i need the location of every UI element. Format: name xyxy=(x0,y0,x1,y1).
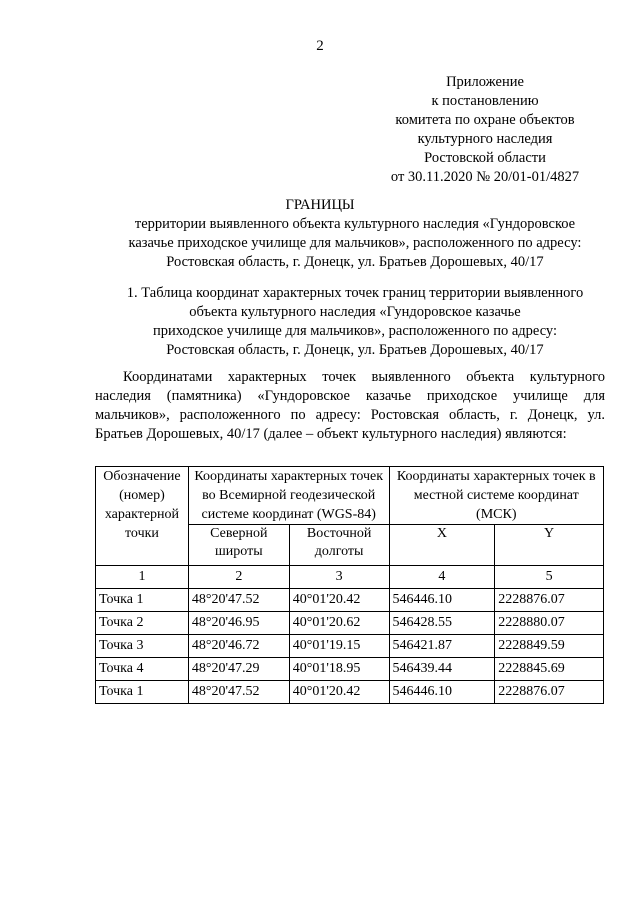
appendix-block xyxy=(360,73,610,187)
point-designation-header: Обозначение (номер) характерной точки xyxy=(96,467,189,566)
point-name-cell: Точка 2 xyxy=(96,612,189,635)
latitude-cell: 48°20'47.52 xyxy=(188,681,289,704)
y-header: Y xyxy=(495,525,604,566)
latitude-cell: 48°20'46.72 xyxy=(188,635,289,658)
latitude-cell: 48°20'47.29 xyxy=(188,658,289,681)
msk-header: Координаты характерных точек в местной системе координат (МСК) xyxy=(389,467,603,525)
x-cell: 546421.87 xyxy=(389,635,495,658)
latitude-cell: 48°20'46.95 xyxy=(188,612,289,635)
x-cell: 546446.10 xyxy=(389,589,495,612)
column-number: 2 xyxy=(188,566,289,589)
table-heading-line: 1. Таблица координат характерных точек границ территории выявленного xyxy=(126,285,584,301)
longitude-cell: 40°01'20.42 xyxy=(289,681,389,704)
column-number: 3 xyxy=(289,566,389,589)
point-name-cell: Точка 3 xyxy=(96,635,189,658)
x-header: X xyxy=(389,525,495,566)
table-row xyxy=(96,589,604,612)
y-cell: 2228876.07 xyxy=(495,589,604,612)
table-heading xyxy=(95,284,615,360)
coordinates-table xyxy=(95,466,604,704)
page-number: 2 xyxy=(316,38,324,54)
appendix-line: Приложение xyxy=(446,74,524,90)
longitude-cell: 40°01'20.42 xyxy=(289,589,389,612)
table-row xyxy=(96,612,604,635)
column-number: 1 xyxy=(96,566,189,589)
table-row xyxy=(96,681,604,704)
column-number-row xyxy=(96,566,604,589)
y-cell: 2228880.07 xyxy=(495,612,604,635)
point-name-cell: Точка 4 xyxy=(96,658,189,681)
x-cell: 546446.10 xyxy=(389,681,495,704)
latitude-cell: 48°20'47.52 xyxy=(188,589,289,612)
longitude-cell: 40°01'20.62 xyxy=(289,612,389,635)
appendix-line: от 30.11.2020 № 20/01-01/4827 xyxy=(390,169,580,185)
table-row xyxy=(96,658,604,681)
point-name-cell: Точка 1 xyxy=(96,681,189,704)
subtitle-line: территории выявленного объекта культурного наследия «Гундоровское xyxy=(134,216,576,232)
subtitle-line: Ростовская область, г. Донецк, ул. Братьев Дорошевых, 40/17 xyxy=(166,254,544,270)
table-row xyxy=(96,635,604,658)
appendix-line: к постановлению xyxy=(431,93,539,109)
document-title: ГРАНИЦЫ xyxy=(285,197,355,213)
table-heading-line: объекта культурного наследия «Гундоровское казачье xyxy=(189,304,521,320)
y-cell: 2228849.59 xyxy=(495,635,604,658)
north-latitude-header: Северной широты xyxy=(188,525,289,566)
east-longitude-header: Восточной долготы xyxy=(289,525,389,566)
wgs84-header: Координаты характерных точек во Всемирной геодезической системе координат (WGS-84) xyxy=(188,467,389,525)
column-number: 4 xyxy=(389,566,495,589)
intro-paragraph: Координатами характерных точек выявленного объекта культурного наследия (памятника) «Гундоровское казачье приходское училище для мальчиков», расположенного по адресу: Ростовская область, г. Донецк, ул. Братьев Дорошевых, 40/17 (далее – объект культурного наследия) являются: xyxy=(95,369,605,442)
appendix-line: культурного наследия xyxy=(417,131,553,147)
x-cell: 546439.44 xyxy=(389,658,495,681)
longitude-cell: 40°01'18.95 xyxy=(289,658,389,681)
x-cell: 546428.55 xyxy=(389,612,495,635)
subtitle-line: казачье приходское училище для мальчиков», расположенного по адресу: xyxy=(128,235,582,251)
table-heading-line: приходское училище для мальчиков», расположенного по адресу: xyxy=(152,323,558,339)
table-header-row xyxy=(96,467,604,525)
document-subtitle xyxy=(95,215,615,272)
appendix-line: Ростовской области xyxy=(424,150,546,166)
y-cell: 2228845.69 xyxy=(495,658,604,681)
table-heading-line: Ростовская область, г. Донецк, ул. Братьев Дорошевых, 40/17 xyxy=(166,342,544,358)
appendix-line: комитета по охране объектов xyxy=(395,112,575,128)
y-cell: 2228876.07 xyxy=(495,681,604,704)
column-number: 5 xyxy=(495,566,604,589)
point-name-cell: Точка 1 xyxy=(96,589,189,612)
longitude-cell: 40°01'19.15 xyxy=(289,635,389,658)
